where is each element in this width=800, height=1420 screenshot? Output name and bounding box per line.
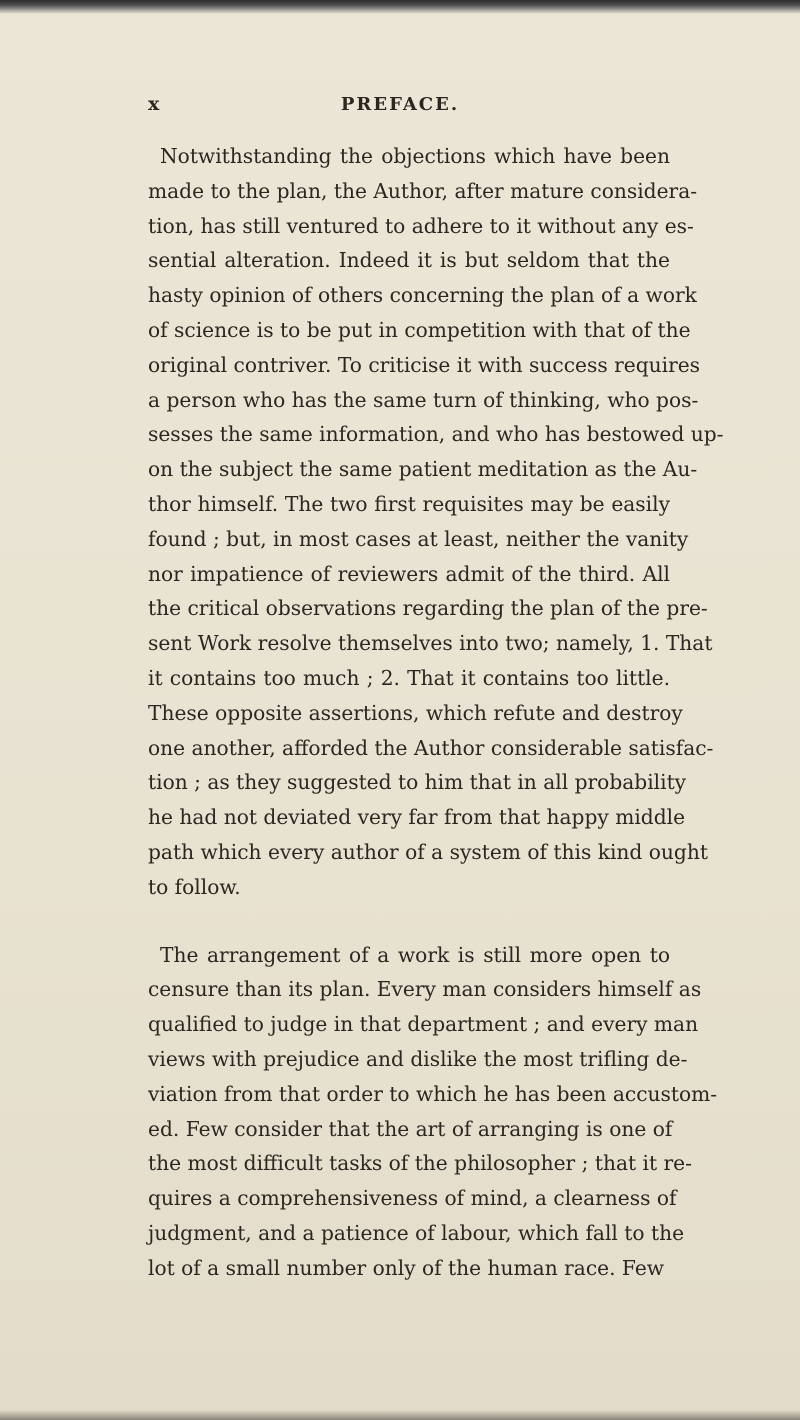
text-line: views with prejudice and dislike the most trifling de- bbox=[148, 1046, 688, 1071]
page-bottom-edge bbox=[0, 1410, 800, 1420]
text-line: a person who has the same turn of thinking, who pos- bbox=[148, 387, 699, 412]
text-line: on the subject the same patient meditation as the Au- bbox=[148, 457, 698, 482]
text-line: quires a comprehensiveness of mind, a clearness of bbox=[148, 1186, 677, 1211]
paragraph-1 bbox=[148, 139, 724, 905]
page-top-edge bbox=[0, 0, 800, 14]
text-line: sent Work resolve themselves into two; namely, 1. That bbox=[148, 631, 713, 656]
text-line: Notwithstanding the objections which have been bbox=[160, 144, 670, 168]
text-line: thor himself. The two first requisites may be easily bbox=[148, 491, 670, 516]
running-head: PREFACE. bbox=[340, 94, 460, 115]
text-line: tion ; as they suggested to him that in all probability bbox=[148, 770, 687, 795]
text-line: The arrangement of a work is still more open to bbox=[160, 942, 670, 967]
text-line: censure than its plan. Every man considers himself as bbox=[148, 977, 702, 1002]
text-line: he had not deviated very far from that happy middle bbox=[148, 805, 686, 830]
body-text bbox=[148, 139, 724, 1286]
text-line: path which every author of a system of this kind ought bbox=[148, 839, 708, 864]
text-line: one another, afforded the Author considerable satisfac- bbox=[148, 735, 714, 760]
text-line: lot of a small number only of the human race. Few bbox=[148, 1255, 665, 1280]
text-line: tion, has still ventured to adhere to it without any es- bbox=[148, 213, 694, 238]
text-line: qualified to judge in that department ; and every man bbox=[148, 1012, 699, 1037]
text-line: the critical observations regarding the plan of the pre- bbox=[148, 596, 708, 621]
text-line: it contains too much ; 2. That it contains too little. bbox=[148, 665, 670, 690]
paragraph-2 bbox=[148, 938, 718, 1286]
page-header bbox=[0, 93, 800, 123]
text-line: judgment, and a patience of labour, which fall to the bbox=[148, 1220, 685, 1245]
text-line: nor impatience of reviewers admit of the third. All bbox=[148, 561, 670, 586]
text-line: of science is to be put in competition with that of the bbox=[148, 317, 691, 342]
text-line: sential alteration. Indeed it is but seldom that the bbox=[148, 248, 670, 273]
page-number: x bbox=[148, 93, 161, 115]
text-line: original contriver. To criticise it with success requires bbox=[148, 352, 701, 377]
text-line: the most difficult tasks of the philosopher ; that it re- bbox=[148, 1151, 692, 1176]
text-line: found ; but, in most cases at least, neither the vanity bbox=[148, 526, 689, 551]
text-line: made to the plan, the Author, after mature considera- bbox=[148, 178, 698, 203]
text-line: ed. Few consider that the art of arranging is one of bbox=[148, 1116, 673, 1141]
text-line: viation from that order to which he has been accustom- bbox=[148, 1081, 718, 1106]
paragraph-gap bbox=[148, 905, 670, 938]
text-line: hasty opinion of others concerning the plan of a work bbox=[148, 283, 697, 308]
text-line: sesses the same information, and who has bestowed up- bbox=[148, 422, 724, 447]
text-line: to follow. bbox=[148, 874, 241, 899]
text-line: These opposite assertions, which refute and destroy bbox=[148, 700, 683, 725]
